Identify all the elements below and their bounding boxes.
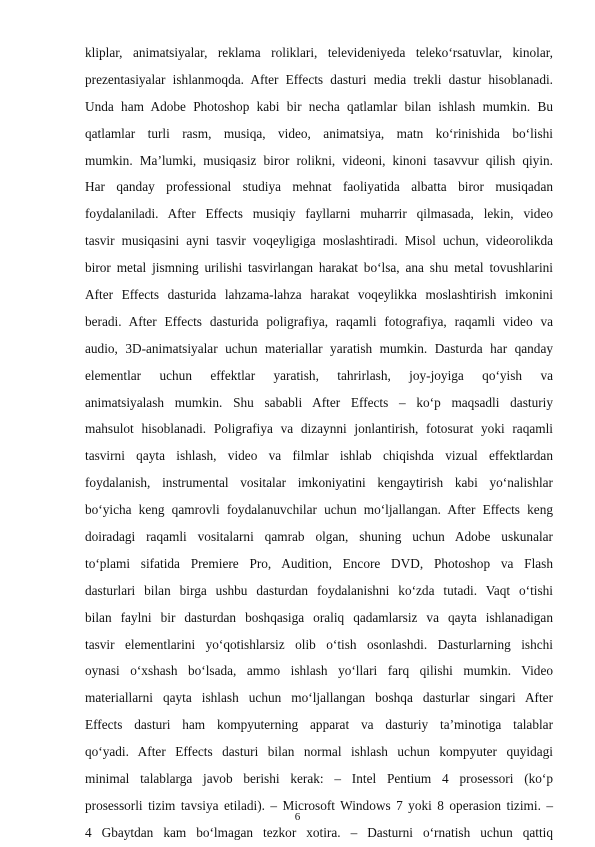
text-line: 4 Gbaytdan kam bo‘lmagan tezkor xotira. – Dasturni o‘rnatish uchun qattiq <box>85 824 553 840</box>
text-line: qo‘yadi. After Effects dasturi bilan normal ishlash uchun kompyuter quyidagi <box>85 744 553 760</box>
text-line: qatlamlar turli rasm, musiqa, video, animatsiya, matn ko‘rinishida bo‘lishi <box>85 125 553 141</box>
text-line: to‘plami sifatida Premiere Pro, Audition, Encore DVD, Photoshop va Flash <box>85 555 553 571</box>
text-line: beradi. After Effects dasturida poligrafiya, raqamli fotografiya, raqamli video va <box>85 313 553 329</box>
text-line: biror metal jismning urilishi tasvirlangan harakat bo‘lsa, ana shu metal tovushlarini <box>85 260 553 276</box>
text-line: foydalaniladi. After Effects musiqiy fayllarni muharrir qilmasada, lekin, video <box>85 206 553 222</box>
text-line: prezentasiyalar ishlanmoqda. After Effects dasturi media trekli dastur hisoblanadi. <box>85 71 553 87</box>
text-line: doiradagi raqamli vositalarni qamrab olgan, shuning uchun Adobe uskunalar <box>85 529 553 545</box>
text-line: foydalanish, instrumental vositalar imkoniyatini kengaytirish kabi yo‘nalishlar <box>85 475 553 491</box>
text-line: tasvir elementlarini yo‘qotishlarsiz olib o‘tish osonlashdi. Dasturlarning ishchi <box>85 636 553 652</box>
text-line: audio, 3D-animatsiyalar uchun materiallar yaratish mumkin. Dasturda har qanday <box>85 340 553 356</box>
text-line: bo‘yicha keng qamrovli foydalanuvchilar uchun mo‘ljallangan. After Effects keng <box>85 502 553 518</box>
text-line: After Effects dasturida lahzama-lahza harakat voqeylikka moslashtirish imkonini <box>85 287 553 303</box>
text-line: prosessorli tizim tavsiya etiladi). – Microsoft Windows 7 yoki 8 operasion tizimi. – <box>85 797 553 813</box>
body-text <box>85 40 553 847</box>
document-page <box>85 40 553 847</box>
text-line: dasturlari bilan birga ushbu dasturdan foydalanishni ko‘zda tutadi. Vaqt o‘tishi <box>85 582 553 598</box>
text-line: minimal talablarga javob berishi kerak: – Intel Pentium 4 prosessori (ko‘p <box>85 771 553 787</box>
text-line: materiallarni qayta ishlash uchun mo‘ljallangan boshqa dasturlar singari After <box>85 690 553 706</box>
text-line: bilan faylni bir dasturdan boshqasiga oraliq qadamlarsiz va qayta ishlanadigan <box>85 609 553 625</box>
text-line: Har qanday professional studiya mehnat faoliyatida albatta biror musiqadan <box>85 179 553 195</box>
text-line: Unda ham Adobe Photoshop kabi bir necha qatlamlar bilan ishlash mumkin. Bu <box>85 98 553 114</box>
text-line: mahsulot hisoblanadi. Poligrafiya va dizaynni jonlantirish, fotosurat yoki raqamli <box>85 421 553 437</box>
text-line: tasvirni qayta ishlash, video va filmlar ishlab chiqishda vizual effektlardan <box>85 448 553 464</box>
text-line: kliplar, animatsiyalar, reklama roliklari, televideniyeda teleko‘rsatuvlar, kinolar, <box>85 45 553 60</box>
text-line: tasvir musiqasini ayni tasvir voqeyligiga moslashtiradi. Misol uchun, videorolikda <box>85 233 553 249</box>
text-line: oynasi o‘xshash bo‘lsada, ammo ishlash yo‘llari farq qilishi mumkin. Video <box>85 663 553 679</box>
text-line: elementlar uchun effektlar yaratish, tahrirlash, joy-joyiga qo‘yish va <box>85 367 553 383</box>
page-number: 6 <box>294 811 301 823</box>
text-line: animatsiyalash mumkin. Shu sababli After Effects – ko‘p maqsadli dasturiy <box>85 394 553 410</box>
text-line: mumkin. Ma’lumki, musiqasiz biror rolikni, videoni, kinoni tasavvur qilish qiyin. <box>85 152 553 168</box>
text-line: Effects dasturi ham kompyuterning apparat va dasturiy ta’minotiga talablar <box>85 717 553 733</box>
